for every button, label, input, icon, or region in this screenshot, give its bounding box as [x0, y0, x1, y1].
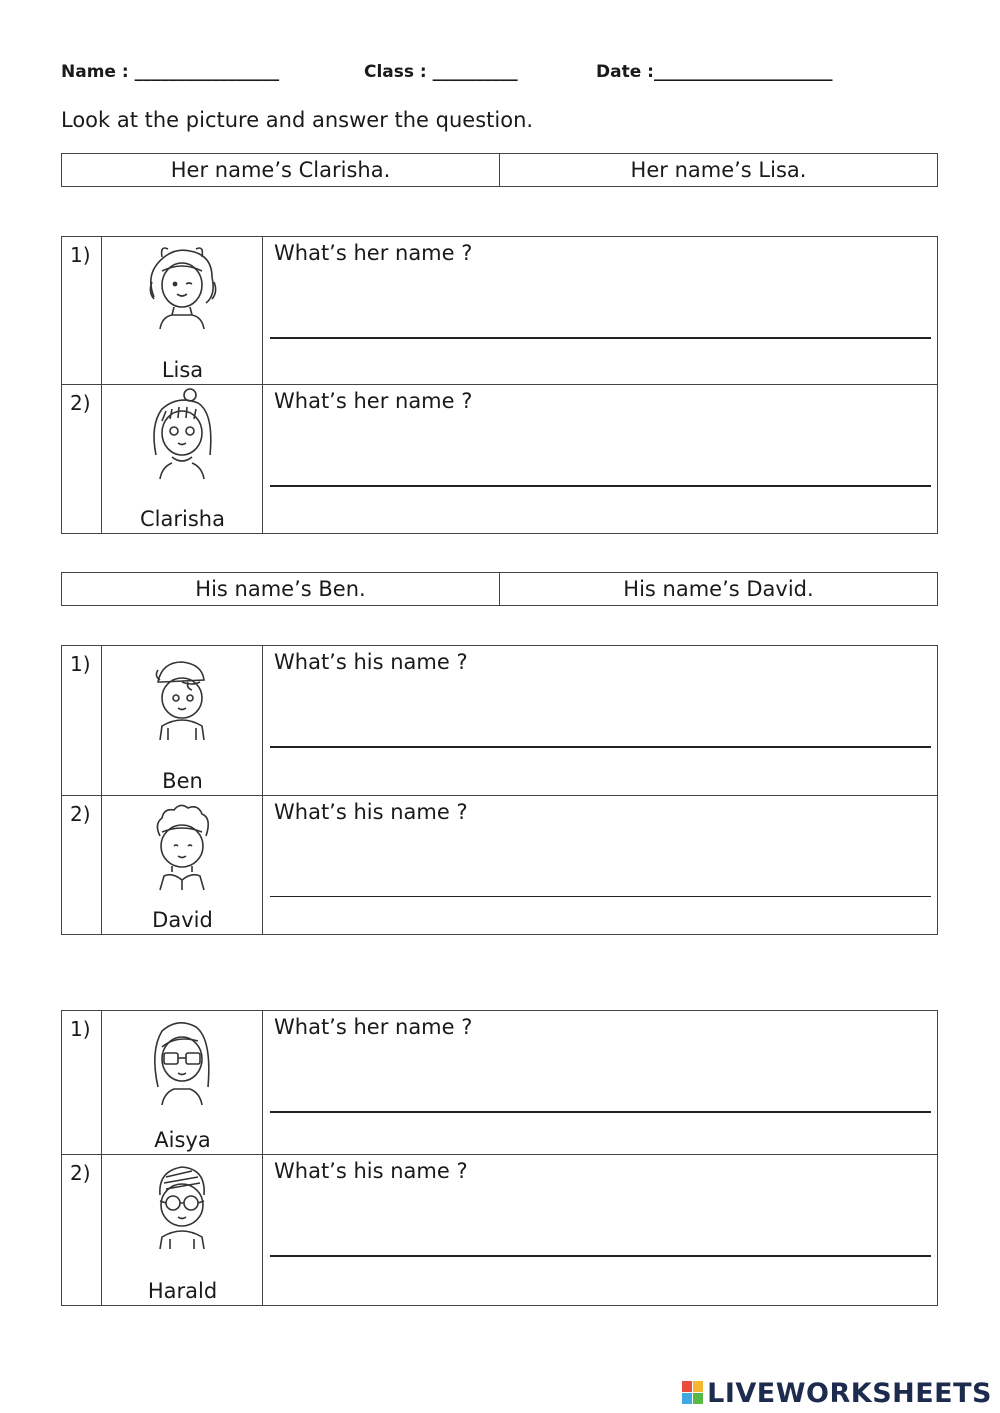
- character-name: David: [152, 908, 213, 932]
- logo-text: LIVEWORKSHEETS: [707, 1378, 992, 1409]
- girl-curly-hair-icon: [132, 237, 232, 332]
- answer-line[interactable]: [270, 746, 931, 748]
- choice-option[interactable]: His name’s Ben.: [195, 577, 366, 601]
- picture-cell: [102, 646, 263, 795]
- question-row: [62, 646, 937, 795]
- picture-cell: [102, 237, 263, 384]
- student-info-header: [61, 62, 941, 88]
- question-table-3: [61, 1010, 938, 1306]
- character-name: Aisya: [154, 1128, 211, 1152]
- answer-choices-boys: [61, 572, 938, 606]
- question-number: 2): [62, 796, 102, 934]
- choice-option[interactable]: Her name’s Clarisha.: [170, 158, 391, 182]
- character-name: Clarisha: [140, 507, 225, 531]
- question-row: [62, 795, 937, 934]
- question-text: What’s his name ?: [274, 650, 468, 674]
- question-row: [62, 1011, 937, 1154]
- answer-choices-girls: [61, 153, 938, 187]
- boy-glasses-icon: [132, 1155, 232, 1250]
- answer-line[interactable]: [270, 1255, 931, 1257]
- question-number: 2): [62, 385, 102, 533]
- answer-line[interactable]: [270, 337, 931, 339]
- answer-line[interactable]: [270, 1111, 931, 1113]
- picture-cell: [102, 385, 263, 533]
- name-field-label[interactable]: Name : _________________: [61, 62, 280, 82]
- character-name: Ben: [162, 769, 203, 793]
- answer-line[interactable]: [270, 485, 931, 487]
- picture-cell: [102, 1011, 263, 1154]
- question-row: [62, 237, 937, 384]
- boy-curly-hair-icon: [132, 796, 232, 891]
- answer-line[interactable]: [270, 896, 931, 897]
- question-row: [62, 384, 937, 533]
- picture-cell: [102, 796, 263, 934]
- question-text: What’s her name ?: [274, 1015, 473, 1039]
- logo-icon: [682, 1381, 704, 1405]
- question-text: What’s her name ?: [274, 241, 473, 265]
- choice-option[interactable]: Her name’s Lisa.: [499, 154, 937, 186]
- question-table-2: [61, 645, 938, 935]
- boy-cap-icon: [132, 646, 232, 741]
- question-text: What’s his name ?: [274, 800, 468, 824]
- question-text: What’s her name ?: [274, 389, 473, 413]
- picture-cell: [102, 1155, 263, 1305]
- liveworksheets-logo: [682, 1378, 992, 1409]
- girl-bun-hair-icon: [132, 385, 232, 480]
- question-number: 1): [62, 237, 102, 384]
- girl-glasses-icon: [132, 1011, 232, 1106]
- class-field-label[interactable]: Class : __________: [364, 62, 518, 82]
- character-name: Lisa: [161, 358, 204, 382]
- question-text: What’s his name ?: [274, 1159, 468, 1183]
- question-table-1: [61, 236, 938, 534]
- question-row: [62, 1154, 937, 1305]
- question-number: 1): [62, 646, 102, 795]
- question-number: 2): [62, 1155, 102, 1305]
- date-field-label[interactable]: Date :_____________________: [596, 62, 833, 82]
- character-name: Harald: [147, 1279, 218, 1303]
- instruction-text: Look at the picture and answer the question.: [61, 108, 534, 132]
- choice-option[interactable]: His name’s David.: [499, 573, 937, 605]
- question-number: 1): [62, 1011, 102, 1154]
